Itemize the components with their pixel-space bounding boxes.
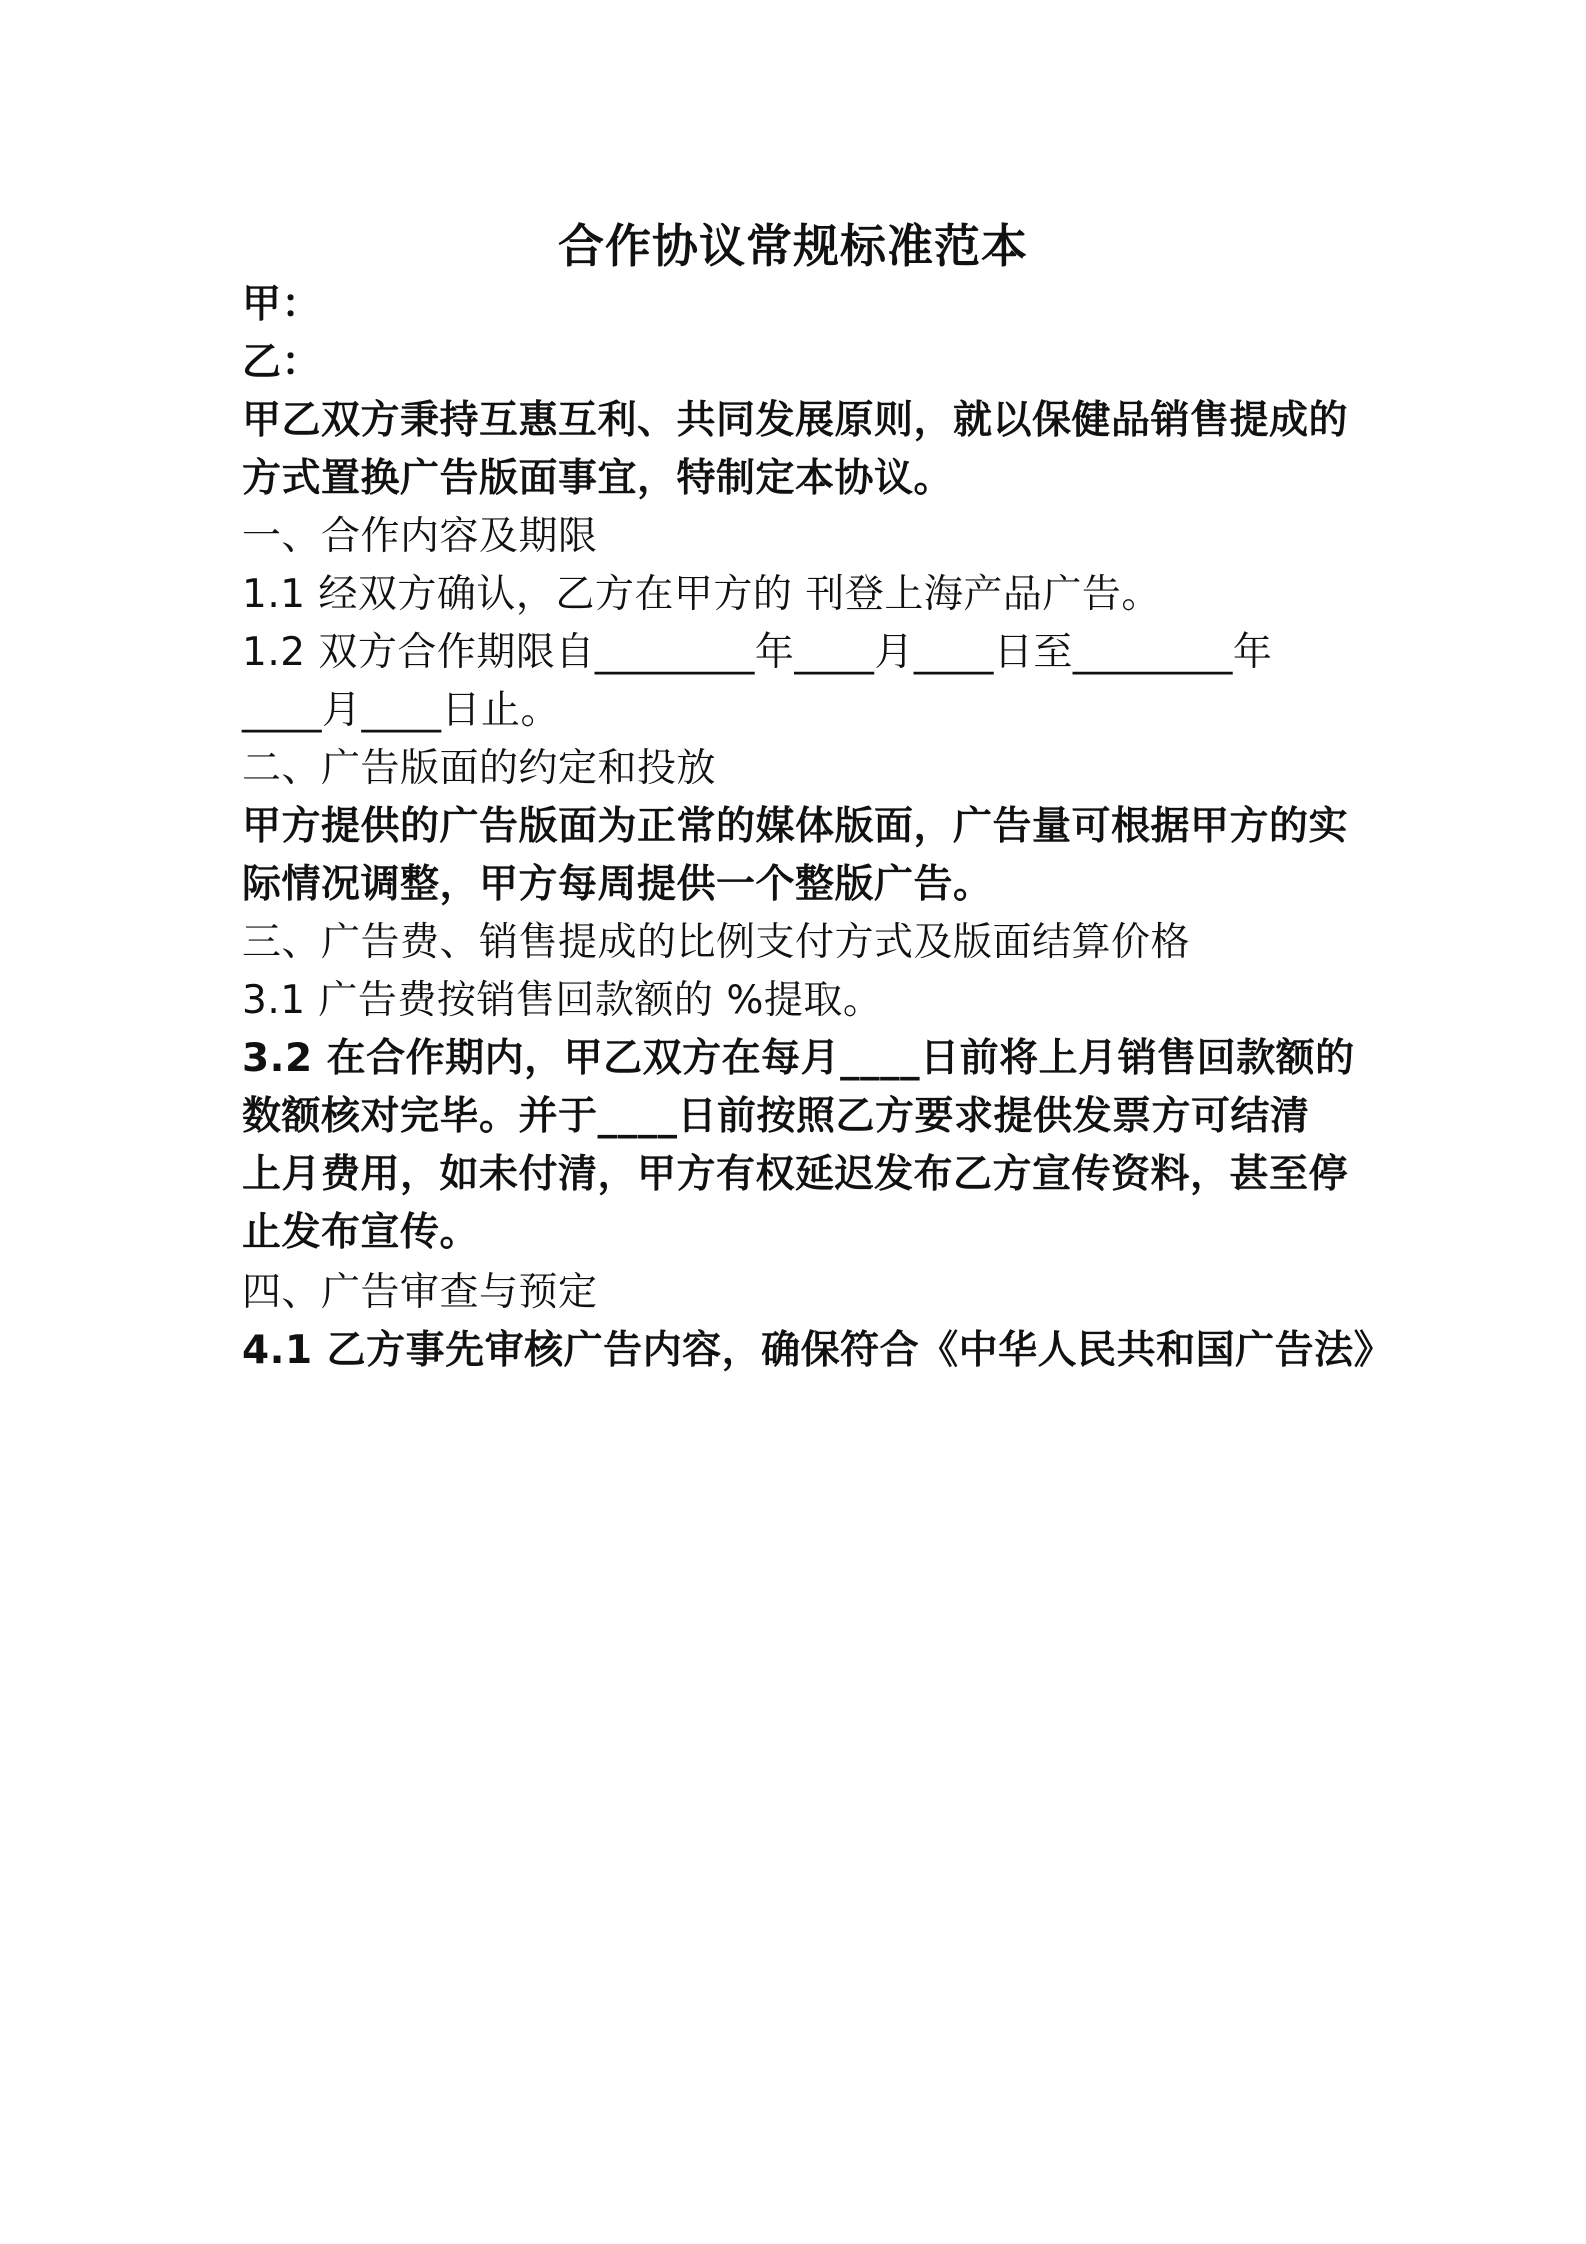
section-3-heading: 三、广告费、销售提成的比例支付方式及版面结算价格 [242,920,1191,965]
section-2-heading: 二、广告版面的约定和投放 [242,746,717,791]
clause-1-1: 1.1 经双方确认，乙方在甲方的 刊登上海产品广告。 [242,572,1161,617]
section-1-heading: 一、合作内容及期限 [242,514,598,559]
clause-3-2-line-2: 数额核对完毕。并于____日前按照乙方要求提供发票方可结清 [242,1094,1310,1139]
clause-1-2-line-1: 1.2 双方合作期限自________年____月____日至________年 [242,630,1273,675]
section-4-heading: 四、广告审查与预定 [242,1270,598,1315]
section-2-body-line-2: 际情况调整，甲方每周提供一个整版广告。 [242,862,993,907]
clause-4-1: 4.1 乙方事先审核广告内容，确保符合《中华人民共和国广告法》 [242,1328,1394,1373]
intro-line-2: 方式置换广告版面事宜，特制定本协议。 [242,456,954,501]
clause-3-2-line-1: 3.2 在合作期内，甲乙双方在每月____日前将上月销售回款额的 [242,1036,1355,1081]
section-2-body-line-1: 甲方提供的广告版面为正常的媒体版面，广告量可根据甲方的实 [242,804,1349,849]
clause-1-2-line-2: ____月____日止。 [242,688,561,733]
party-a-label: 甲： [242,282,322,327]
clause-3-2-line-3: 上月费用，如未付清，甲方有权延迟发布乙方宣传资料，甚至停 [242,1152,1349,1197]
document-title: 合作协议常规标准范本 [558,219,1028,273]
intro-line-1: 甲乙双方秉持互惠互利、共同发展原则，就以保健品销售提成的 [242,398,1349,443]
clause-3-2-line-4: 止发布宣传。 [242,1210,480,1255]
clause-3-1: 3.1 广告费按销售回款额的 %提取。 [242,978,883,1023]
party-b-label: 乙： [242,340,322,385]
